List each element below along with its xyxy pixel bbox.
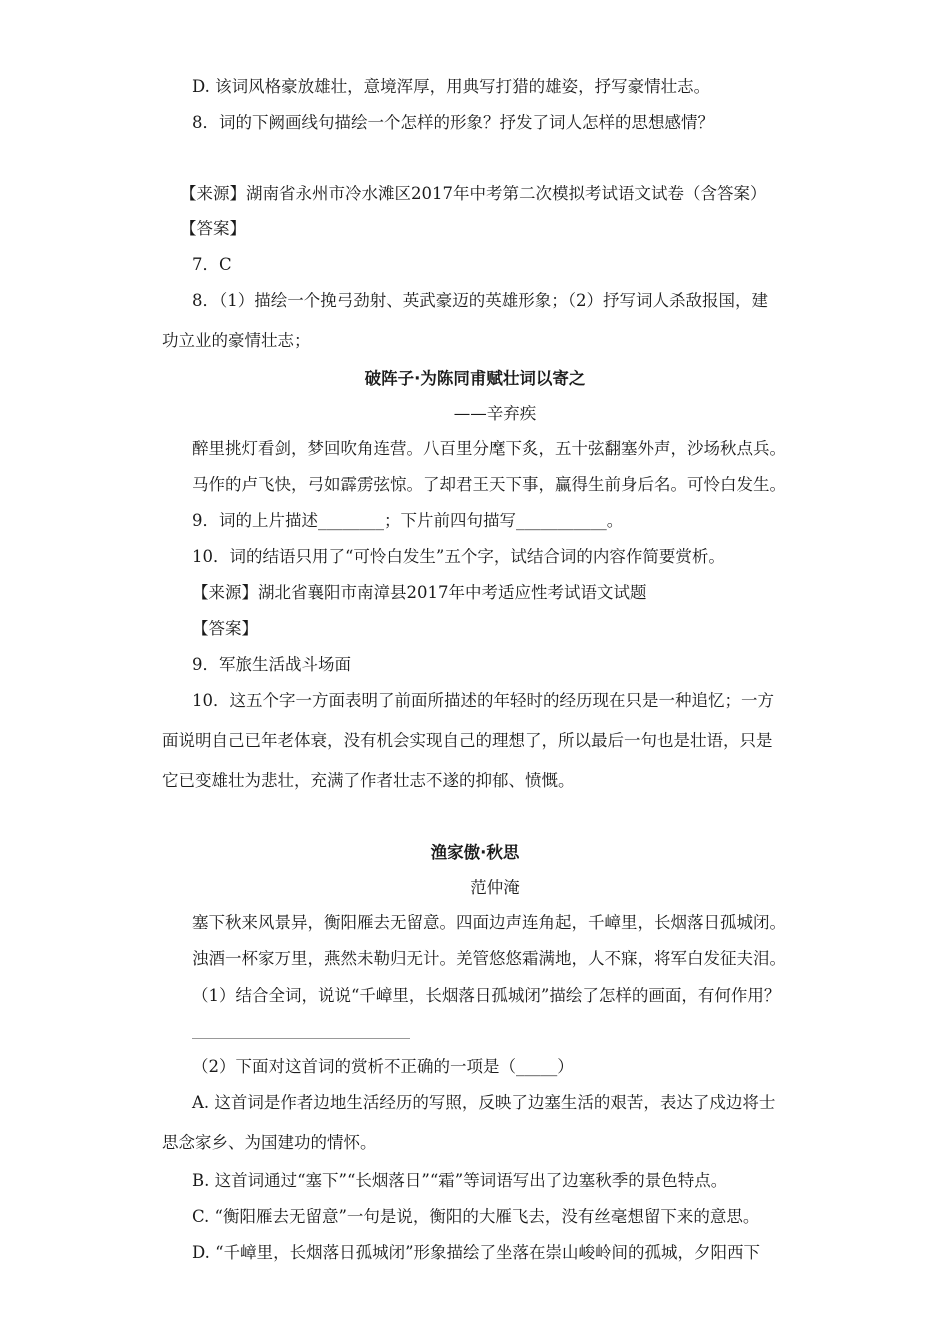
option-b: B. 这首词通过“塞下”“长烟落日”“霜”等词语写出了边塞秋季的景色特点。	[192, 1171, 728, 1190]
source-line: 【来源】湖北省襄阳市南漳县2017年中考适应性考试语文试题	[192, 583, 647, 602]
answer-10-line1: 10．这五个字一方面表明了前面所描述的年轻时的经历现在只是一种追忆；一方	[192, 691, 774, 710]
answer-7: 7．C	[192, 255, 232, 274]
answer-10-line3: 它已变雄壮为悲壮，充满了作者壮志不遂的抑郁、愤慨。	[162, 771, 575, 790]
poem-title: 破阵子·为陈同甫赋壮词以寄之	[364, 369, 586, 388]
option-a-line1: A. 这首词是作者边地生活经历的写照，反映了边塞生活的艰苦，表达了戍边将士	[192, 1093, 776, 1112]
answer-8-line2: 功立业的豪情壮志；	[162, 331, 311, 350]
poem-line-1: 醉里挑灯看剑，梦回吹角连营。八百里分麾下炙，五十弦翻塞外声，沙场秋点兵。	[192, 439, 786, 458]
answer-8-line1: 8．（1）描绘一个挽弓劲射、英武豪迈的英雄形象；（2）抒写词人杀敌报国，建	[192, 291, 768, 310]
source-line: 【来源】湖南省永州市冷水滩区2017年中考第二次模拟考试语文试卷（含答案）	[180, 184, 767, 203]
poem-author: ——辛弃疾	[453, 404, 537, 423]
sub-question-2: （2）下面对这首词的赏析不正确的一项是（_____）	[192, 1057, 574, 1076]
question-9: 9．词的上片描述________；下片前四句描写___________。	[192, 511, 624, 530]
poem-line-2: 浊酒一杯家万里，燕然未勒归无计。羌管悠悠霜满地，人不寐，将军白发征夫泪。	[192, 949, 786, 968]
answer-10-line2: 面说明自己已年老体衰，没有机会实现自己的理想了，所以最后一句也是壮语，只是	[162, 731, 773, 750]
answer-label: 【答案】	[180, 219, 246, 238]
question-8: 8．词的下阙画线句描绘一个怎样的形象？抒发了词人怎样的思想感情？	[192, 113, 714, 132]
option-a-line2: 思念家乡、为国建功的情怀。	[162, 1133, 377, 1152]
option-d-text: D. 该词风格豪放雄壮，意境浑厚，用典写打猎的雄姿，抒写豪情壮志。	[192, 77, 711, 96]
option-c: C. “衡阳雁去无留意”一句是说，衡阳的大雁飞去，没有丝毫想留下来的意思。	[192, 1207, 760, 1226]
answer-9: 9．军旅生活战斗场面	[192, 655, 351, 674]
poem-line-1: 塞下秋来风景异，衡阳雁去无留意。四面边声连角起，千嶂里，长烟落日孤城闭。	[192, 913, 786, 932]
answer-blank-line	[192, 1038, 410, 1039]
poem-title: 渔家傲·秋思	[430, 843, 520, 862]
question-10: 10．词的结语只用了“可怜白发生”五个字，试结合词的内容作简要赏析。	[192, 547, 725, 566]
sub-question-1: （1）结合全词，说说“千嶂里，长烟落日孤城闭”描绘了怎样的画面，有何作用？	[192, 986, 781, 1005]
option-d: D. “千嶂里，长烟落日孤城闭”形象描绘了坐落在崇山峻岭间的孤城，夕阳西下	[192, 1243, 761, 1262]
poem-author: 范仲淹	[470, 878, 520, 897]
poem-line-2: 马作的卢飞快，弓如霹雳弦惊。了却君王天下事，赢得生前身后名。可怜白发生。	[192, 475, 786, 494]
answer-label: 【答案】	[192, 619, 258, 638]
